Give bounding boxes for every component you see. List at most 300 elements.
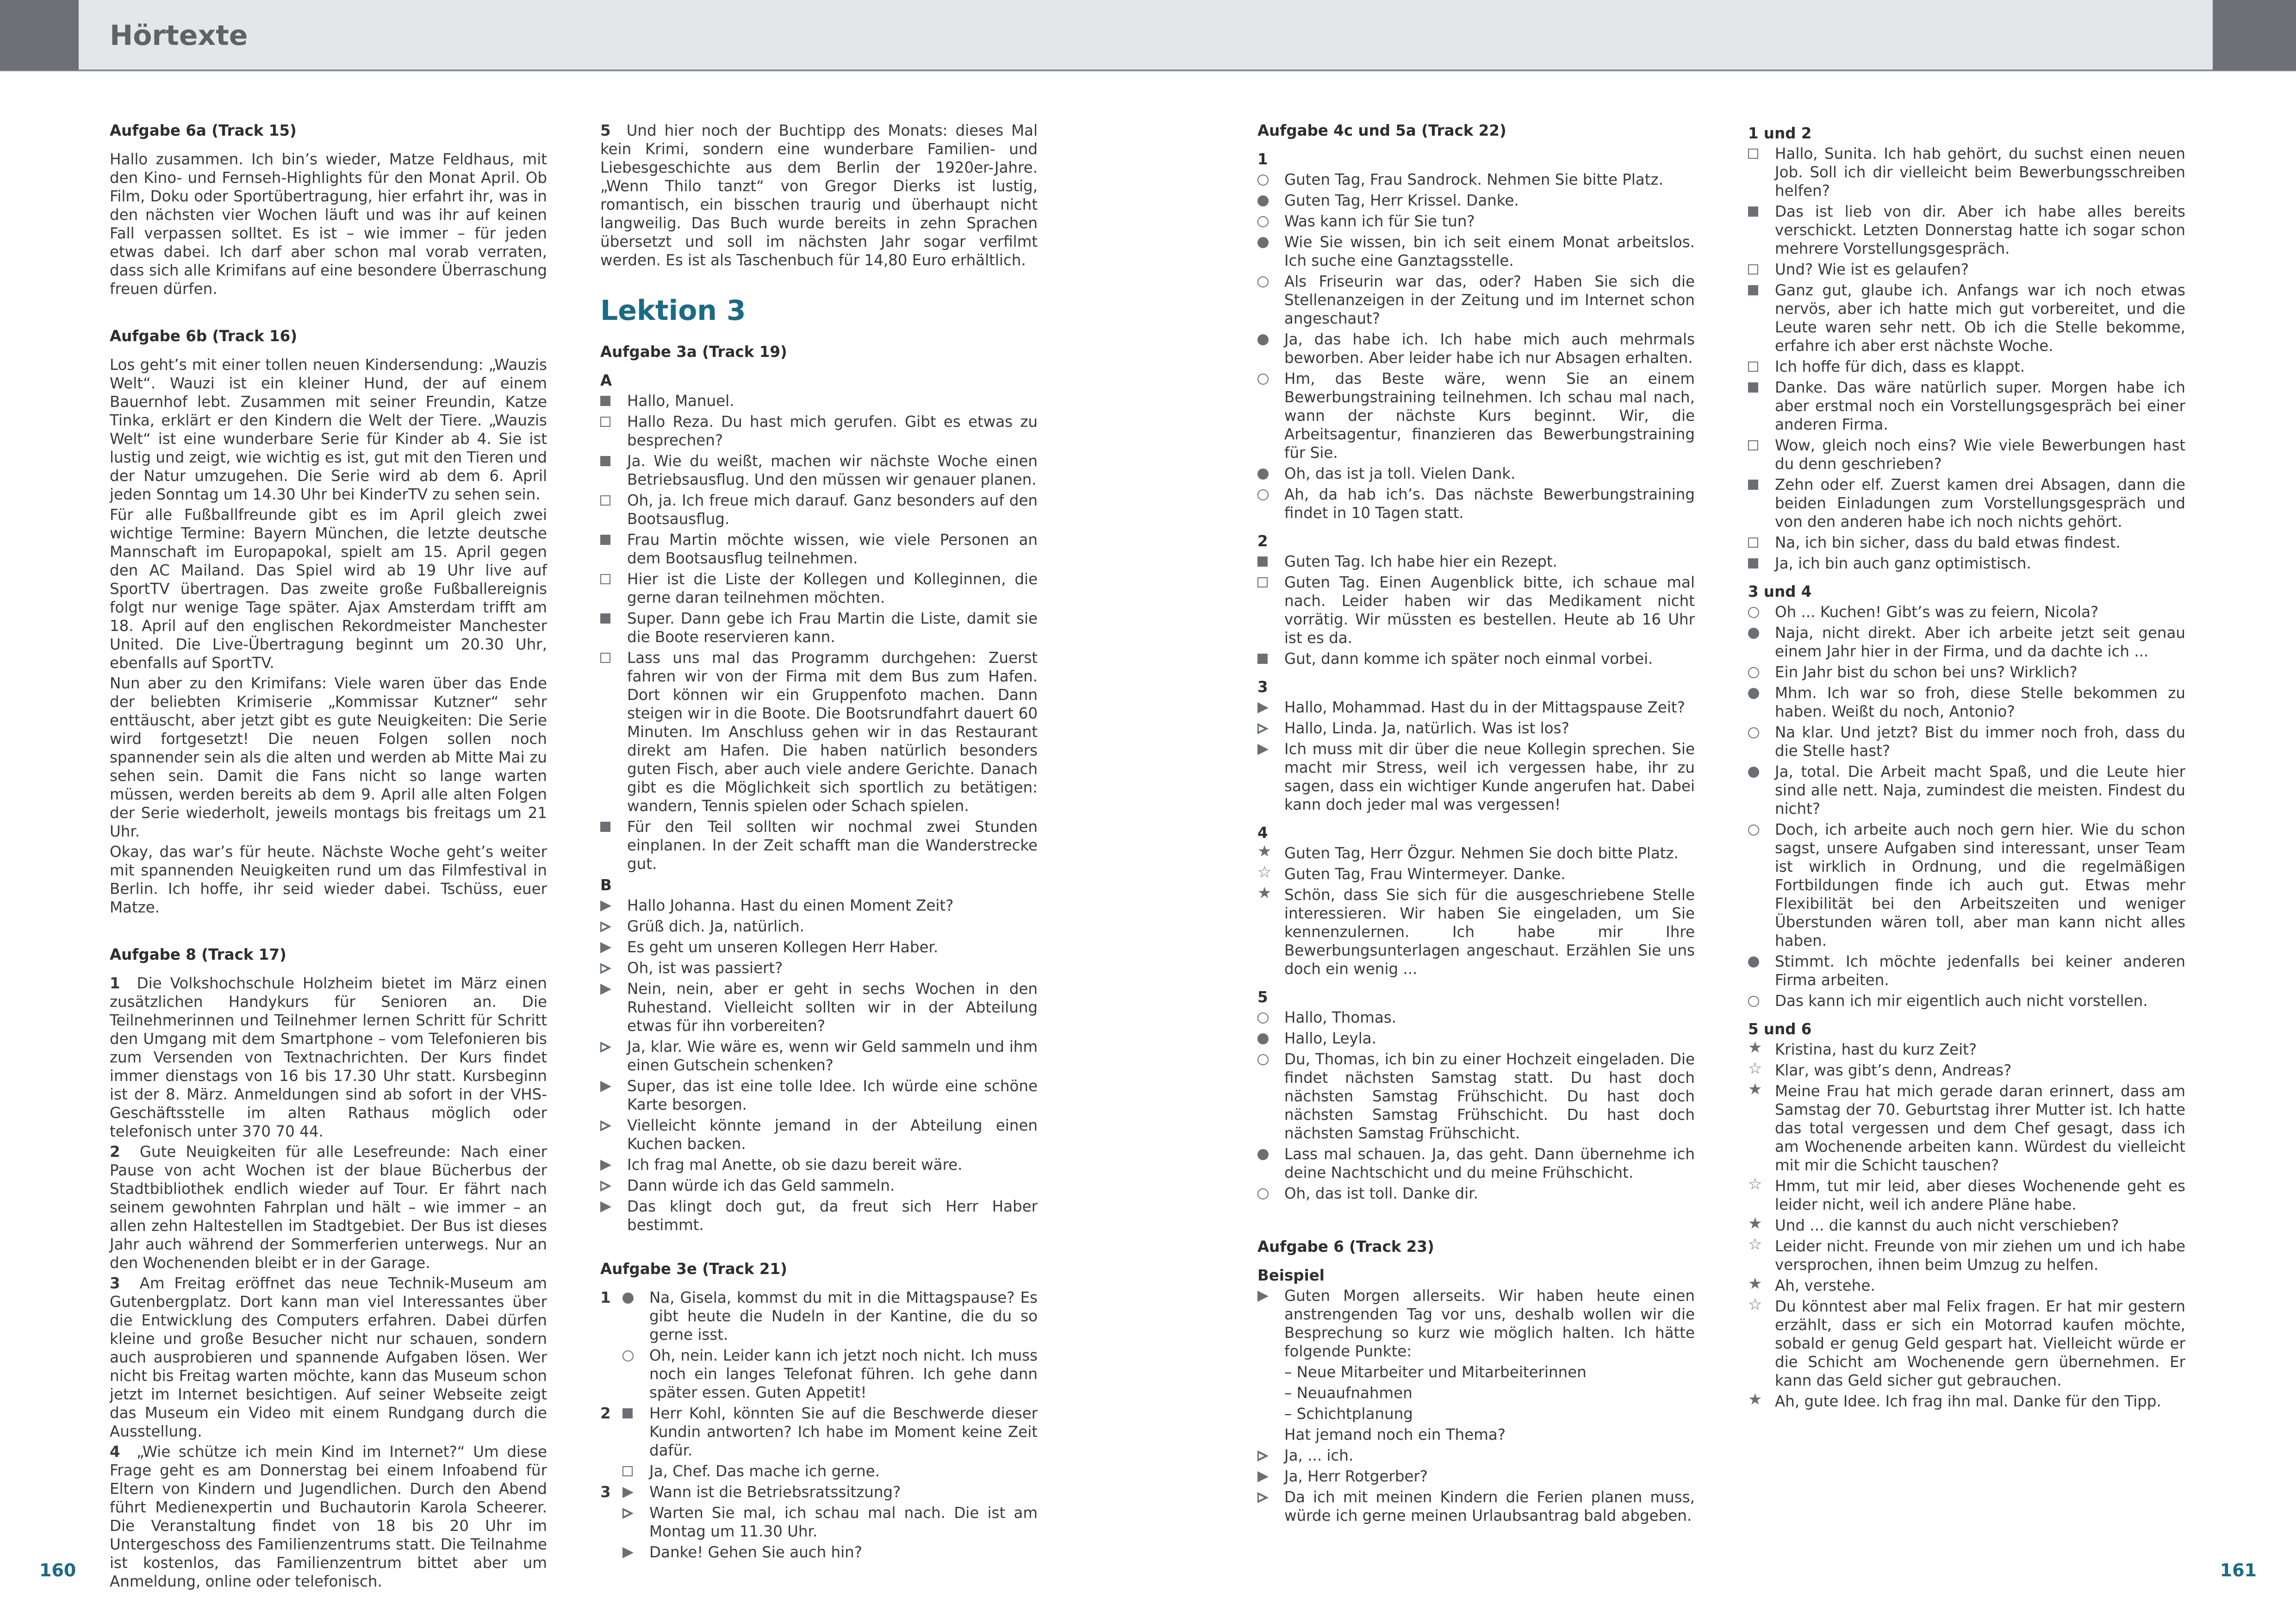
line-text: Guten Tag. Ich habe hier ein Rezept. (1284, 553, 1558, 570)
transcript-paragraph: Nun aber zu den Krimifans: Viele waren über das Ende der beliebten Krimiserie „Kommissar Kutzner“ sehr enttäuscht, aber jetzt gibt es gute Neuigkeiten: Die Serie wird fortgesetzt! Die neuen Folgen sollen noch spannender sein als die alten und werden ab Mitte Mai zu sehen sein. Damit die Fans nicht so lange warten müssen, werden bereits ab dem 9. April alle alten Folgen der Serie wiederholt, jeweils montags bis freitags um 21 Uhr. (110, 675, 547, 840)
line-text: Oh, das ist toll. Danke dir. (1284, 1185, 1478, 1202)
line-text: Lass uns mal das Programm durchgehen: Zuerst fahren wir von der Firma mit dem Bus zum Hafen. Dort können wir ein Gruppenfoto machen. Dann steigen wir in die Boote. Die Bootsrundfahrt dauert 60 Minuten. Im Anschluss gehen wir in das Restaurant direkt am Hafen. Die haben natürlich besonders guten Fisch, aber auch viele andere Gerichte. Danach gibt es die Möglichkeit sich sportlich zu betätigen: wandern, Tennis spielen oder Schach spielen. (627, 649, 1038, 815)
square-outline-icon (600, 574, 610, 584)
line-text: Guten Tag, Herr Krissel. Danke. (1284, 192, 1519, 209)
item-number: 3 (110, 1274, 120, 1292)
square-outline-icon (1748, 264, 1758, 275)
line-text: Hallo, Leyla. (1284, 1030, 1376, 1047)
dialogue-line (600, 1116, 1038, 1153)
dialogue-line (1257, 464, 1695, 483)
dialogue-line (600, 1197, 1038, 1234)
dialogue-line (1748, 554, 2185, 573)
dialogue-line (600, 1346, 1038, 1402)
transcript-paragraph: Hallo zusammen. Ich bin’s wieder, Matze Feldhaus, mit den Kino- und Fernseh-Highlights für den Monat April. Ob Film, Doku oder Sportübertragung, hier erfahrt ihr, was in den nächsten vier Wochen läuft und was ihr auf keinen Fall verpassen solltet. Es ist – wie immer – für jeden etwas dabei. Ich darf aber schon mal vorab verraten, dass sich alle Krimifans auf eine besondere Überraschung freuen dürfen. (110, 150, 547, 298)
triangle-filled-icon (622, 1547, 634, 1558)
circle-filled-icon (1257, 468, 1269, 480)
dialogue-line (1748, 1392, 2185, 1411)
dialogue-line (1257, 1287, 1695, 1361)
dialogue-label: 3 und 4 (1748, 583, 1812, 600)
numbered-paragraph (110, 1274, 547, 1441)
dialogue-line (600, 412, 1038, 450)
dialogue-line (600, 1176, 1038, 1195)
dialogue-line (1257, 1405, 1695, 1423)
dialogue-line (1257, 191, 1695, 210)
line-text: Na, ich bin sicher, dass du bald etwas findest. (1775, 534, 2121, 551)
line-text: Frau Martin möchte wissen, wie viele Personen an dem Bootsausflug teilnehmen. (627, 531, 1038, 567)
line-text: Guten Morgen allerseits. Wir haben heute einen anstrengenden Tag vor uns, deshalb wollen wir die Besprechung so kurz wie möglich halten. Ich hätte folgende Punkte: (1284, 1287, 1695, 1360)
item-number (600, 1346, 622, 1362)
line-text: Nein, nein, aber er geht in sechs Wochen in den Ruhestand. Vielleicht sollten wir in der Abteilung etwas für ihn vorbereiten? (627, 980, 1038, 1035)
circle-outline-icon (1748, 607, 1759, 618)
line-text: Und? Wie ist es gelaufen? (1775, 261, 1969, 278)
line-text: Zehn oder elf. Zuerst kamen drei Absagen, dann die beiden Einladungen zum Vorstellungsgespräch und von den anderen habe ich noch nichts gehört. (1775, 476, 2185, 531)
line-text: Hallo, Linda. Ja, natürlich. Was ist los? (1284, 719, 1569, 737)
line-text: Schön, dass Sie sich für die ausgeschriebene Stelle interessieren. Wir haben Sie eingeladen, um Sie kennenzulernen. Ich habe mir Ihre Bewerbungsunterlagen angeschaut. Erzählen Sie uns doch ein wenig ... (1284, 886, 1695, 978)
dialogue-line (1748, 1237, 2185, 1274)
item-number: 2 (110, 1143, 120, 1161)
circle-filled-icon (1257, 1149, 1269, 1160)
line-text: Ich muss mit dir über die neue Kollegin sprechen. Sie macht mir Stress, weil ich vergessen habe, ihr zu sagen, dass ein wichtiger Kunde angerufen hat. Dabei kann doch jeder mal was vergessen! (1284, 740, 1695, 813)
dialogue-line (600, 980, 1038, 1035)
dialogue-line (600, 1504, 1038, 1541)
square-filled-icon (1748, 206, 1758, 217)
dialogue-line (1257, 719, 1695, 737)
dialogue-line (1257, 740, 1695, 814)
circle-outline-icon (1748, 824, 1759, 836)
dialogue-line (1257, 865, 1695, 883)
section-heading: Aufgabe 6b (Track 16) (110, 327, 298, 345)
dialogue-line (600, 959, 1038, 977)
square-filled-icon (1748, 285, 1758, 295)
dialogue-line (1748, 436, 2185, 473)
circle-filled-icon (1257, 334, 1269, 345)
line-text: Hallo Reza. Du hast mich gerufen. Gibt es etwas zu besprechen? (627, 413, 1038, 449)
dialogue-label: 5 und 6 (1748, 1020, 1812, 1038)
dialogue-label: 1 (1257, 150, 1268, 168)
dialogue (600, 896, 1038, 1234)
line-text: Wow, gleich noch eins? Wie viele Bewerbungen hast du denn geschrieben? (1775, 437, 2185, 473)
line-text: – Neue Mitarbeiter und Mitarbeiterinnen (1284, 1363, 1587, 1381)
dialogue-line (600, 917, 1038, 936)
line-text: Dann würde ich das Geld sammeln. (627, 1177, 895, 1194)
dialogue (600, 1288, 1038, 1562)
header-corner-tab-right (2213, 0, 2296, 70)
dialogue-line (600, 392, 1038, 410)
dialogue-label: 1 und 2 (1748, 125, 1812, 142)
square-outline-icon (1748, 149, 1758, 159)
triangle-outline-icon (600, 963, 610, 972)
line-text: Hallo, Mohammad. Hast du in der Mittagspause Zeit? (1284, 699, 1685, 716)
star-outline-icon: ☆ (1748, 1295, 1762, 1314)
header-corner-tab-left (0, 0, 79, 70)
dialogue-label: A (600, 372, 612, 389)
item-number (600, 1462, 622, 1476)
triangle-outline-icon (600, 1120, 610, 1130)
line-text: Das klingt doch gut, da freut sich Herr Haber bestimmt. (627, 1198, 1038, 1234)
dialogue-line (1257, 1425, 1695, 1444)
line-text: Ja, ich bin auch ganz optimistisch. (1775, 555, 2031, 572)
dialogue-line (1257, 650, 1695, 668)
dialogue (600, 392, 1038, 873)
dialogue-line (1748, 1297, 2185, 1390)
triangle-filled-icon (1257, 1471, 1269, 1482)
circle-outline-icon (1257, 374, 1269, 385)
column-2 (600, 121, 1038, 1564)
line-text: Ah, da hab ich’s. Das nächste Bewerbungstraining findet in 10 Tagen statt. (1284, 486, 1695, 522)
triangle-filled-icon (600, 984, 611, 995)
numbered-paragraph (110, 974, 547, 1141)
star-filled-icon: ★ (1257, 842, 1272, 861)
line-text: Hmm, tut mir leid, aber dieses Wochenende geht es leider nicht, weil ich andere Pläne habe. (1775, 1177, 2185, 1213)
circle-filled-icon (1748, 767, 1759, 778)
circle-outline-icon (1257, 1012, 1269, 1024)
dialogue-line (1748, 357, 2185, 376)
line-text: Hallo, Manuel. (627, 392, 734, 410)
circle-filled-icon (1257, 1033, 1269, 1044)
page-number-right: 161 (2220, 1560, 2257, 1580)
dialogue-line (600, 896, 1038, 915)
triangle-filled-icon (600, 942, 611, 953)
item-text: Die Volkshochschule Holzheim bietet im März einen zusätzlichen Handykurs für Senioren an. Die Teilnehmerinnen und Teilnehmer lernen Schritt für Schritt den Umgang mit dem Smartphone – vom Telefonieren bis zum Versenden von Textnachrichten. Der Kurs findet immer dienstags von 16 bis 17.30 Uhr statt. Kursbeginn ist der 8. März. Anmeldungen sind ab sofort in der VHS-Geschäftsstelle im alten Rathaus möglich oder telefonisch unter 370 70 44. (110, 974, 547, 1140)
dialogue-line (1257, 573, 1695, 647)
section-heading: Aufgabe 6a (Track 15) (110, 122, 297, 139)
star-outline-icon: ☆ (1748, 1235, 1762, 1254)
line-text: Ah, gute Idee. Ich frag ihn mal. Danke für den Tipp. (1775, 1393, 2161, 1410)
square-filled-icon (600, 822, 610, 832)
square-outline-icon (1748, 537, 1758, 548)
line-text: Ja, klar. Wie wäre es, wenn wir Geld sammeln und ihm einen Gutschein schenken? (627, 1038, 1038, 1074)
dialogue-line (1748, 684, 2185, 721)
dialogue-line (1257, 1184, 1695, 1203)
column-1 (110, 121, 547, 1593)
dialogue-line (1257, 485, 1695, 522)
item-text: Am Freitag eröffnet das neue Technik-Museum am Gutenbergplatz. Dort kann man viel Interessantes über die Entwicklung des Computers erfahren. Dabei dürfen kleine und große Besucher nicht nur schauen, sondern auch ausprobieren und spannende Aufgaben lösen. Wer nicht bis Freitag warten möchte, kann das Museum schon jetzt im Internet besichtigen. Auf seiner Webseite zeigt das Museum ein Video mit einem Rundgang durch die Ausstellung. (110, 1274, 547, 1440)
triangle-outline-icon (622, 1508, 632, 1517)
triangle-filled-icon (1257, 1291, 1269, 1302)
dialogue-line (1257, 1467, 1695, 1486)
line-text: Und ... die kannst du auch nicht verschieben? (1775, 1217, 2119, 1234)
line-text: Guten Tag, Herr Özgur. Nehmen Sie doch bitte Platz. (1284, 844, 1679, 862)
line-text: Danke. Das wäre natürlich super. Morgen habe ich aber erstmal noch ein Vorstellungsgespräch bei einer anderen Firma. (1775, 379, 2185, 433)
line-text: Warten Sie mal, ich schau mal nach. Die ist am Montag um 11.30 Uhr. (649, 1504, 1038, 1540)
line-text: Du, Thomas, ich bin zu einer Hochzeit eingeladen. Die findet nächsten Samstag statt. Du hast doch nächsten Samstag Frühschicht. Du hast doch nächsten Samstag Frühschicht. Du hast doch nächsten Samstag Frühschicht. (1284, 1050, 1695, 1142)
line-text: Herr Kohl, könnten Sie auf die Beschwerde dieser Kundin antworten? Ich habe im Moment keine Zeit dafür. (649, 1405, 1038, 1459)
lesson-heading: Lektion 3 (600, 294, 746, 327)
dialogue-line (1257, 1363, 1695, 1381)
line-text: Klar, was gibt’s denn, Andreas? (1775, 1062, 2012, 1079)
star-outline-icon: ☆ (1748, 1175, 1762, 1193)
circle-outline-icon (622, 1350, 634, 1362)
dialogue-line (1257, 272, 1695, 328)
line-text: Super. Dann gebe ich Frau Martin die Liste, damit sie die Boote reservieren kann. (627, 610, 1038, 646)
line-text: Was kann ich für Sie tun? (1284, 212, 1475, 230)
dialogue-line (1748, 1276, 2185, 1295)
square-filled-icon (1748, 480, 1758, 490)
star-filled-icon: ★ (1257, 884, 1272, 902)
square-outline-icon (622, 1466, 633, 1476)
triangle-filled-icon (600, 900, 611, 912)
triangle-filled-icon (1257, 744, 1269, 755)
line-text: Ja, Herr Rotgerber? (1284, 1468, 1428, 1485)
circle-outline-icon (1748, 996, 1759, 1007)
dialogue-line (1748, 1177, 2185, 1214)
square-filled-icon (1748, 558, 1758, 568)
section-heading: Aufgabe 4c und 5a (Track 22) (1257, 122, 1506, 139)
dialogue-line (600, 649, 1038, 815)
square-filled-icon (1257, 654, 1268, 664)
square-filled-icon (600, 535, 610, 545)
line-text: Ein Jahr bist du schon bei uns? Wirklich? (1775, 663, 2078, 681)
dialogue-line (1257, 1145, 1695, 1182)
circle-outline-icon (1257, 489, 1269, 500)
circle-filled-icon (1748, 956, 1759, 968)
circle-outline-icon (1748, 727, 1759, 738)
line-text: Ja, total. Die Arbeit macht Spaß, und die Leute hier sind alle nett. Naja, zumindest die meisten. Findest du nicht? (1775, 763, 2185, 818)
star-filled-icon: ★ (1748, 1274, 1762, 1293)
dialogue-line (1748, 533, 2185, 552)
dialogue-line (1748, 202, 2185, 258)
dialogue-line (1257, 1384, 1695, 1402)
line-text: Das ist lieb von dir. Aber ich habe alles bereits verschickt. Letzten Donnerstag hatte ich sogar schon mehrere Vorstellungsgespräch. (1775, 203, 2185, 257)
star-filled-icon: ★ (1748, 1390, 1762, 1409)
dialogue-line (600, 1288, 1038, 1344)
section-heading: Aufgabe 6 (Track 23) (1257, 1238, 1434, 1255)
dialogue (1257, 1287, 1695, 1525)
line-text: Ah, verstehe. (1775, 1277, 1875, 1294)
star-outline-icon: ☆ (1257, 863, 1272, 881)
line-text: Doch, ich arbeite auch noch gern hier. Wie du schon sagst, unsere Aufgaben sind interessant, unser Team ist wirklich in Ordnung, und die regelmäßigen Fortbildungen finde ich auch gut. Etwas mehr Flexibilität bei den Arbeitszeiten und weniger Überstunden wären toll, aber man kann nicht alles haben. (1775, 821, 2185, 949)
line-text: Danke! Gehen Sie auch hin? (649, 1543, 863, 1561)
dialogue-line (1257, 369, 1695, 462)
item-number: 2 (600, 1405, 611, 1422)
line-text: Wie Sie wissen, bin ich seit einem Monat arbeitslos. Ich suche eine Ganztagsstelle. (1284, 233, 1695, 269)
line-text: Oh, ja. Ich freue mich darauf. Ganz besonders auf den Bootsausflug. (627, 492, 1038, 528)
item-text: „Wie schütze ich mein Kind im Internet?“ Um diese Frage geht es am Donnerstag bei einem Infoabend für Eltern von Kindern und Jugendlichen. Durch den Abend führt Medienexpertin und Buchautorin Karola Scheerer. Die Veranstaltung findet von 18 bis 20 Uhr im Untergeschoss des Familienzentrums statt. Die Teilnahme ist kostenlos, das Familienzentrum bittet aber um Anmeldung, online oder telefonisch. (110, 1443, 547, 1590)
star-outline-icon: ☆ (1748, 1059, 1762, 1078)
dialogue-line (1748, 992, 2185, 1010)
transcript-paragraph: Okay, das war’s für heute. Nächste Woche geht’s weiter mit spannenden Neuigkeiten rund um das Filmfestival in Berlin. Ich hoffe, ihr seid wieder dabei. Tschüss, euer Matze. (110, 843, 547, 916)
line-text: Ja, ... ich. (1284, 1447, 1354, 1464)
dialogue (1257, 170, 1695, 522)
line-text: Lass mal schauen. Ja, das geht. Dann übernehme ich deine Nachtschicht und du meine Frühschicht. (1284, 1145, 1695, 1181)
triangle-outline-icon (600, 1181, 610, 1190)
triangle-outline-icon (1257, 723, 1267, 732)
square-filled-icon (1748, 382, 1758, 393)
item-number (600, 1543, 622, 1558)
dialogue-label: 3 (1257, 678, 1268, 696)
line-text: Oh ... Kuchen! Gibt’s was zu feiern, Nicola? (1775, 603, 2099, 621)
dialogue-line (600, 818, 1038, 873)
line-text: Hallo Johanna. Hast du einen Moment Zeit? (627, 897, 954, 914)
line-text: Hallo, Sunita. Ich hab gehört, du suchst einen neuen Job. Soll ich dir vielleicht beim Bewerbungsschreiben helfen? (1775, 145, 2185, 200)
dialogue-line (1748, 260, 2185, 279)
line-text: Mhm. Ich war so froh, diese Stelle bekommen zu haben. Weißt du noch, Antonio? (1775, 684, 2185, 720)
dialogue (1257, 698, 1695, 814)
item-number (600, 1504, 622, 1517)
circle-filled-icon (1748, 628, 1759, 639)
dialogue-line (1257, 552, 1695, 571)
circle-outline-icon (1257, 1188, 1269, 1199)
dialogue-line (600, 570, 1038, 607)
transcript-paragraph: Für alle Fußballfreunde gibt es im April gleich zwei wichtige Termine: Bayern München, die letzte deutsche Mannschaft im Europapokal, spielt am 15. April gegen den AC Mailand. Das Spiel wird ab 19 Uhr live auf SportTV übertragen. Das zweite große Fußballereignis folgt nur wenige Tage später. Ajax Amsterdam trifft am 18. April auf den englischen Rekordmeister Manchester United. Die Live-Übertragung beginnt um 20.30 Uhr, ebenfalls auf SportTV. (110, 506, 547, 672)
square-filled-icon (1257, 556, 1268, 567)
item-number: 4 (110, 1443, 120, 1461)
dialogue-sections (1748, 124, 2185, 1418)
line-text: Stimmt. Ich möchte jedenfalls bei keiner anderen Firma arbeiten. (1775, 953, 2185, 989)
line-text: – Schichtplanung (1284, 1405, 1413, 1423)
line-text: Ja. Wie du weißt, machen wir nächste Woche einen Betriebsausflug. Und den müssen wir genauer planen. (627, 452, 1038, 488)
dialogue-line (1748, 762, 2185, 818)
dialogue-line (1748, 281, 2185, 355)
dialogue-line (1257, 1488, 1695, 1525)
star-filled-icon: ★ (1748, 1214, 1762, 1233)
line-text: Ja, das habe ich. Ich habe mich auch mehrmals beworben. Aber leider habe ich nur Absagen erhalten. (1284, 331, 1695, 367)
circle-filled-icon (1748, 688, 1759, 699)
dialogue-line (1748, 1082, 2185, 1174)
line-text: Ich hoffe für dich, dass es klappt. (1775, 358, 2025, 375)
line-text: Du könntest aber mal Felix fragen. Er hat mir gestern erzählt, dass er sich ein Motorrad kaufen möchte, sobald er genug Geld gespart hat. Vielleicht würde er die Schicht am Wochenende gern übernehmen. Er kann das Geld sicher gut gebrauchen. (1775, 1298, 2185, 1389)
dialogue-line (1257, 1029, 1695, 1048)
numbered-paragraph (110, 1443, 547, 1591)
section-heading: Aufgabe 3e (Track 21) (600, 1260, 787, 1278)
line-text: Guten Tag. Einen Augenblick bitte, ich schaue mal nach. Leider haben wir das Medikament nicht vorrätig. Wir müssten es bestellen. Heute ab 16 Uhr ist es da. (1284, 574, 1695, 647)
dialogue-line (600, 1462, 1038, 1480)
star-filled-icon: ★ (1748, 1080, 1762, 1099)
line-text: Ja, Chef. Das mache ich gerne. (649, 1462, 880, 1480)
line-text: Kristina, hast du kurz Zeit? (1775, 1041, 1977, 1058)
dialogue-label: B (600, 876, 612, 894)
dialogue-line (1257, 886, 1695, 978)
circle-outline-icon (1257, 175, 1269, 186)
dialogue-line (1748, 475, 2185, 531)
transcript-paragraph: Los geht’s mit einer tollen neuen Kindersendung: „Wauzis Welt“. Wauzi ist ein kleiner Hund, der auf einem Bauernhof lebt. Zusammen mit seiner Freundin, Katze Tinka, erklärt er den Kindern die Welt der Tiere. „Wauzis Welt“ ist eine wunderbare Serie für Kinder ab 4. Sie ist lustig und zeigt, wie wichtig es ist, gut mit den Tieren und der Natur umzugehen. Die Serie wird ab dem 6. April jeden Sonntag um 14.30 Uhr bei KinderTV zu sehen sein. (110, 356, 547, 503)
line-text: Guten Tag, Frau Wintermeyer. Danke. (1284, 865, 1566, 883)
circle-outline-icon (1257, 276, 1269, 287)
column-4 (1748, 121, 2185, 1418)
line-text: Hm, das Beste wäre, wenn Sie an einem Bewerbungstraining teilnehmen. Ich schau mal nach, wann der nächste Kurs beginnt. Wir, die Arbeitsagentur, finanzieren das Bewerbungstraining für Sie. (1284, 370, 1695, 462)
dialogue-line (1748, 378, 2185, 434)
line-text: Hier ist die Liste der Kollegen und Kolleginnen, die gerne daran teilnehmen möchten. (627, 570, 1038, 606)
dialogue-line (1257, 1446, 1695, 1465)
dialogue-line (600, 1037, 1038, 1074)
dialogue-label: 5 (1257, 988, 1268, 1006)
line-text: Super, das ist eine tolle Idee. Ich würde eine schöne Karte besorgen. (627, 1077, 1038, 1113)
line-text: Grüß dich. Ja, natürlich. (627, 918, 804, 935)
line-text: Wann ist die Betriebsratssitzung? (649, 1483, 901, 1501)
triangle-outline-icon (1257, 1492, 1267, 1501)
square-outline-icon (1748, 362, 1758, 372)
dialogue-line (600, 1077, 1038, 1114)
line-text: Na klar. Und jetzt? Bist du immer noch froh, dass du die Stelle hast? (1775, 724, 2185, 760)
dialogue-line (1748, 144, 2185, 200)
dialogue-line (600, 609, 1038, 646)
square-outline-icon (600, 417, 610, 427)
dialogue-line (1257, 844, 1695, 862)
circle-filled-icon (622, 1293, 634, 1304)
numbered-paragraph (600, 121, 1038, 269)
line-text: Vielleicht könnte jemand in der Abteilung einen Kuchen backen. (627, 1117, 1038, 1153)
dialogue-line (600, 491, 1038, 528)
section-heading: Aufgabe 3a (Track 19) (600, 343, 787, 361)
line-text: Oh, nein. Leider kann ich jetzt noch nicht. Ich muss noch ein langes Telefonat führen. Ich gehe dann später essen. Guten Appetit! (649, 1347, 1038, 1401)
page-header (0, 0, 2296, 71)
item-number: 3 (600, 1483, 611, 1501)
line-text: Es geht um unseren Kollegen Herr Haber. (627, 938, 939, 956)
dialogue-sections (1257, 150, 1695, 1210)
line-text: Oh, ist was passiert? (627, 959, 783, 977)
line-text: Oh, das ist ja toll. Vielen Dank. (1284, 465, 1516, 482)
dialogue-line (600, 1156, 1038, 1174)
line-text: Das kann ich mir eigentlich auch nicht vorstellen. (1775, 992, 2148, 1010)
dialogue-line (1748, 820, 2185, 950)
dialogue-line (1257, 330, 1695, 367)
item-number: 1 (110, 974, 120, 992)
line-text: – Neuaufnahmen (1284, 1384, 1412, 1402)
dialogue-line (1257, 1008, 1695, 1027)
dialogue-label: 4 (1257, 824, 1268, 842)
dialogue-line (1257, 1050, 1695, 1143)
square-outline-icon (600, 653, 610, 663)
dialogue-line (1257, 698, 1695, 717)
dialogue-line (1748, 1040, 2185, 1059)
line-text: Meine Frau hat mich gerade daran erinnert, dass am Samstag der 70. Geburtstag ihrer Mutter ist. Ich hatte das total vergessen und dem Chef gesagt, dass ich am Wochenende arbeiten kann. Würdest du vielleicht mit mir die Schicht tauschen? (1775, 1082, 2185, 1174)
dialogue-line (600, 1483, 1038, 1501)
square-filled-icon (622, 1408, 633, 1418)
column-3 (1257, 121, 1695, 1527)
triangle-outline-icon (1257, 1450, 1267, 1460)
triangle-filled-icon (622, 1487, 634, 1498)
line-text: Ich frag mal Anette, ob sie dazu bereit wäre. (627, 1156, 963, 1174)
line-text: Ganz gut, glaube ich. Anfangs war ich noch etwas nervös, aber ich hatte mich gut vorbereitet, und die Leute waren sehr nett. Ob ich die Stelle bekomme, erfahre ich aber erst nächste Woche. (1775, 281, 2185, 355)
line-text: Da ich mit meinen Kindern die Ferien planen muss, würde ich gerne meinen Urlaubsantrag bald abgeben. (1284, 1488, 1695, 1524)
square-filled-icon (600, 456, 610, 466)
circle-outline-icon (1748, 667, 1759, 678)
page-number-left: 160 (39, 1560, 76, 1580)
line-text: Hat jemand noch ein Thema? (1284, 1426, 1506, 1443)
dialogue-line (1748, 723, 2185, 760)
dialogue-line (600, 1543, 1038, 1562)
dialogue (1748, 144, 2185, 573)
dialogue-label: Beispiel (1257, 1267, 1325, 1284)
triangle-filled-icon (600, 1160, 611, 1171)
dialogue-line (1748, 603, 2185, 621)
circle-filled-icon (1257, 195, 1269, 206)
dialogue-line (1257, 170, 1695, 189)
dialogue (1257, 844, 1695, 978)
line-text: Naja, nicht direkt. Aber ich arbeite jetzt seit genau einem Jahr hier in der Firma, und da dachte ich ... (1775, 624, 2185, 660)
triangle-filled-icon (600, 1201, 611, 1212)
dialogue-line (600, 531, 1038, 568)
triangle-filled-icon (1257, 702, 1269, 713)
triangle-outline-icon (600, 921, 610, 931)
section-heading: Aufgabe 8 (Track 17) (110, 946, 286, 963)
page-title: Hörtexte (110, 19, 248, 52)
numbered-announcement-list (110, 974, 547, 1591)
line-text: Hallo, Thomas. (1284, 1009, 1397, 1026)
item-number: 1 (600, 1289, 611, 1306)
dialogue-line (1748, 663, 2185, 681)
dialogue-line (1257, 212, 1695, 231)
dialogue-line (1748, 952, 2185, 989)
dialogue-line (1748, 1061, 2185, 1080)
dialogue-label: 2 (1257, 532, 1268, 550)
dialogue (1748, 1040, 2185, 1411)
square-filled-icon (600, 396, 610, 406)
dialogue-line (600, 452, 1038, 489)
dialogue-line (600, 938, 1038, 956)
triangle-filled-icon (600, 1081, 611, 1092)
numbered-paragraph (110, 1143, 547, 1272)
